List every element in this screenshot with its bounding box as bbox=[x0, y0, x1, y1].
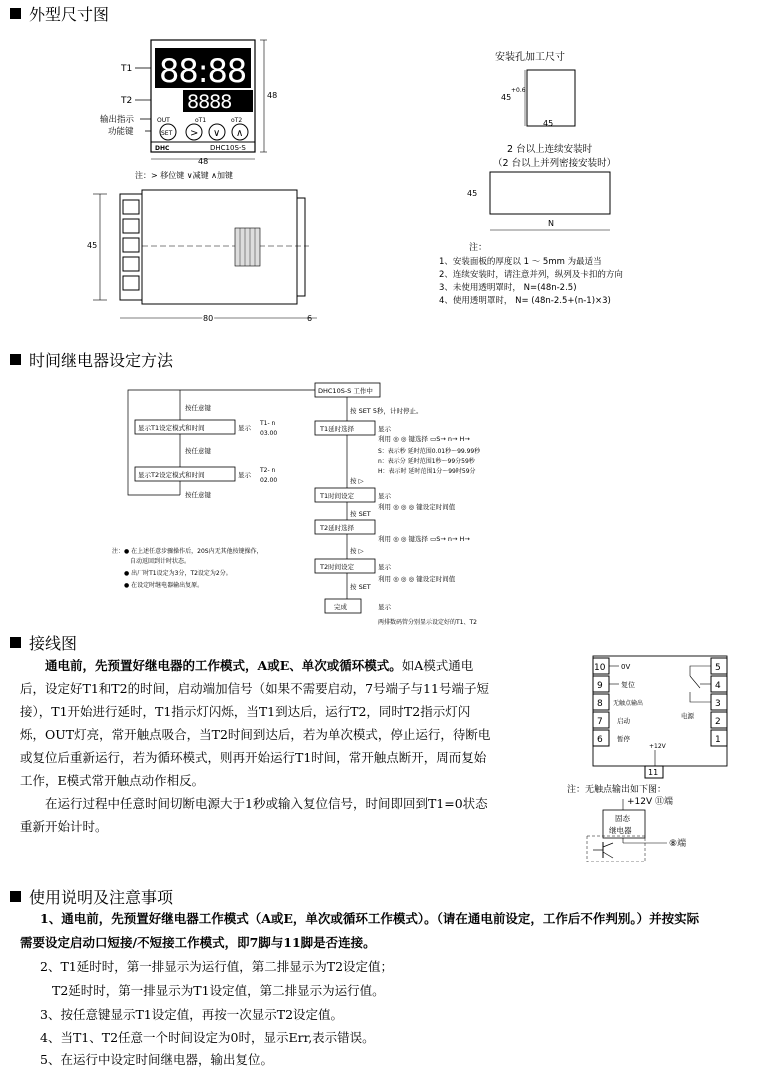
term-8: 8 bbox=[597, 699, 603, 709]
model-label: DHC10S-S bbox=[210, 144, 246, 152]
label-t8: ⑧端 bbox=[669, 839, 687, 849]
flow-use-set-1: 利用 ◎ ◎ ◎ 键设定时间值 bbox=[378, 503, 456, 511]
usage-item-2: 2、T1延时时，第一排显示为运行值，第二排显示为T2设定值； bbox=[40, 959, 394, 974]
side-dim-h: 45 bbox=[87, 241, 98, 250]
square-bullet-icon bbox=[10, 637, 21, 648]
label-0v: 0V bbox=[621, 663, 631, 671]
flow-press-set-1: 按 SET bbox=[350, 510, 371, 518]
dim-width: 48 bbox=[198, 157, 209, 166]
flow-press-gt-2: 按 ▷ bbox=[350, 547, 364, 555]
up-icon: ∧ bbox=[236, 128, 244, 139]
flow-disp-t2time: 显示 bbox=[378, 563, 391, 571]
set-label: SET bbox=[161, 130, 173, 137]
square-bullet-icon bbox=[10, 354, 21, 365]
term-11: 11 bbox=[648, 768, 659, 777]
section-title-dimensions: 外型尺寸图 bbox=[10, 2, 109, 25]
label-ot2: oT2 bbox=[231, 117, 243, 124]
flow-any-key-1: 按任意键 bbox=[185, 404, 211, 412]
cutout-note-1: 1、安装面板的厚度以 1 ～ 5mm 为最适当 bbox=[439, 257, 602, 267]
label-p12-11: +12V ⑪端 bbox=[627, 797, 674, 807]
multi-n: N bbox=[548, 219, 554, 228]
wiring-paragraph-2: 在运行过程中任意时间切断电源大于1秒或输入复位信号，时间即回到T1=0状态重新开始计时。 bbox=[20, 796, 488, 834]
square-bullet-icon bbox=[10, 891, 21, 902]
flow-note-2: ● 出厂时T1设定为3分，T2设定为2分。 bbox=[124, 570, 232, 577]
cutout-note-title: 注： bbox=[469, 243, 488, 253]
flow-t1-time: T1时间设定 bbox=[320, 492, 355, 500]
label-out-indicator: 输出指示 bbox=[100, 115, 135, 125]
section-title-wiring: 接线图 bbox=[10, 631, 77, 654]
usage-item-4: 4、当T1、T2任意一个时间设定为0时，显示Err,表示错误。 bbox=[40, 1030, 375, 1045]
dim-height: 48 bbox=[267, 91, 278, 100]
flow-note-1b: 自动返回到计时状态。 bbox=[130, 558, 191, 565]
cutout-h: 45 bbox=[543, 119, 554, 128]
label-power: 电源 bbox=[681, 712, 694, 720]
term-5: 5 bbox=[715, 663, 721, 673]
flow-press-set-2: 按 SET bbox=[350, 583, 371, 591]
flow-t2-time: T2时间设定 bbox=[320, 563, 355, 571]
flow-t2-sel: T2延时选择 bbox=[320, 524, 355, 532]
brand-label: DHC bbox=[155, 145, 170, 152]
cutout-diagram bbox=[435, 40, 685, 310]
label-out: OUT bbox=[157, 117, 170, 124]
flow-disp-t2: 显示 bbox=[238, 471, 251, 479]
section-title-usage: 使用说明及注意事项 bbox=[10, 885, 173, 908]
flow-h-range: H：表示时 延时范围1分～99时59分 bbox=[378, 468, 476, 475]
cutout-note-2: 2、连续安装时，请注意并列，纵列及卡扣的方向 bbox=[439, 270, 623, 280]
label-start: 启动 bbox=[617, 717, 630, 725]
flow-use-sel2: 利用 ◎ ◎ 键选择 ▭S→ n→ H→ bbox=[378, 535, 470, 543]
section-title-setting: 时间继电器设定方法 bbox=[10, 348, 173, 371]
term-9: 9 bbox=[597, 681, 603, 691]
flow-final: 两排数码管分别显示设定好的T1、T2 bbox=[378, 619, 477, 626]
term-4: 4 bbox=[715, 681, 721, 691]
wiring-paragraph-1 bbox=[20, 654, 495, 792]
flow-use-set-2: 利用 ◎ ◎ ◎ 键设定时间值 bbox=[378, 575, 456, 583]
flow-disp-t1: 显示 bbox=[238, 424, 251, 432]
flow-press-gt-1: 按 ▷ bbox=[350, 477, 364, 485]
usage-item-3: 3、按任意键显示T1设定值，再按一次显示T2设定值。 bbox=[40, 1007, 344, 1022]
wiring-para1-text: 如A模式通电后，设定好T1和T2的时间，启动端加信号（如果不需要启动，7号端子与11号端子短接），T1开始进行延时，T1指示灯闪烁，当T1到达后，运行T2，同时T2指示灯闪烁，OUT灯亮，常开触点吸合，当T2时间到达后，若为单次模式，停止运行，待断电或复位后重新运行，若为循环模式，则再开始运行T1时间，常开触点断开，周而复始工作，E模式常开触点动作相反。 bbox=[20, 658, 491, 788]
flow-any-key-3: 按任意键 bbox=[185, 491, 211, 499]
label-ot1: oT1 bbox=[195, 117, 207, 124]
flow-0200-1: 02.00 bbox=[260, 477, 278, 484]
usage-item-5: 5、在运行中设定时间继电器，输出复位。 bbox=[40, 1052, 273, 1067]
flow-disp-t1sel: 显示 bbox=[378, 425, 391, 433]
label-pause: 暂停 bbox=[617, 735, 630, 743]
flow-t2n-1: T2- n bbox=[260, 467, 276, 474]
label-t1: T1 bbox=[121, 64, 133, 74]
term-6: 6 bbox=[597, 735, 603, 745]
ssr-label-2: 继电器 bbox=[609, 826, 632, 835]
term-10: 10 bbox=[594, 663, 606, 673]
usage-item-2b: T2延时时，第一排显示为T1设定值，第二排显示为运行值。 bbox=[52, 983, 385, 998]
label-reset: 复位 bbox=[621, 681, 635, 689]
flow-n-range: n：表示分 延时范围1秒～99分59秒 bbox=[378, 458, 475, 465]
shift-icon: > bbox=[190, 128, 199, 139]
flow-0300-1: 03.00 bbox=[260, 430, 278, 437]
setting-flowchart bbox=[110, 375, 530, 630]
flow-disp-t1time: 显示 bbox=[378, 492, 391, 500]
right-terminals bbox=[711, 658, 727, 746]
flow-note-1: 注：● 在上述任意步骤操作后，20S内无其他按键操作， bbox=[112, 548, 263, 555]
flow-disp-done: 显示 bbox=[378, 603, 391, 611]
t1-digits: 88:88 bbox=[159, 52, 247, 90]
multi-v: 45 bbox=[467, 189, 478, 198]
flow-done: 完成 bbox=[334, 603, 347, 611]
label-nc-out: 无触点输出 bbox=[613, 700, 644, 707]
label-func-key: 功能键 bbox=[108, 127, 134, 137]
usage-item-1b: 需要设定启动口短接/不短接工作模式，即7脚与11脚是否连接。 bbox=[20, 935, 376, 950]
term-3: 3 bbox=[715, 699, 721, 709]
flow-t1n-1: T1- n bbox=[260, 420, 276, 427]
label-12v: +12V bbox=[649, 743, 666, 750]
ssr-label-1: 固态 bbox=[615, 814, 630, 823]
flow-press-set-5s: 按 SET 5秒，计时停止。 bbox=[350, 407, 423, 415]
cutout-note-4: 4、使用透明罩时， N= (48n-2.5+(n-1)×3) bbox=[439, 296, 611, 306]
multi-line2: （2 台以上并列密接安装时） bbox=[493, 158, 617, 169]
cutout-tol-v: +0.6 bbox=[511, 87, 526, 94]
cutout-note-3: 3、未使用透明罩时， N=(48n-2.5) bbox=[439, 283, 577, 293]
wiring-para1-bold: 通电前，先预置好继电器的工作模式，A或E、单次或循环模式。 bbox=[45, 658, 402, 673]
side-dim-r: 6 bbox=[307, 314, 313, 323]
flow-s-range: S：表示秒 延时范围0.01秒～99.99秒 bbox=[378, 448, 481, 455]
cutout-v: 45 bbox=[501, 93, 512, 102]
left-terminals bbox=[593, 658, 609, 746]
key-note: 注：> 移位键 ∨减键 ∧加键 bbox=[135, 171, 234, 180]
flow-use-keys: 利用 ◎ ◎ 键选择 ▭S→ n→ H→ bbox=[378, 435, 470, 443]
flow-note-3: ● 在设定时继电器输出复原。 bbox=[124, 582, 204, 589]
wiring-note: 注：无触点输出如下图： bbox=[567, 785, 667, 795]
flow-any-key-2: 按任意键 bbox=[185, 447, 211, 455]
usage-item-1: 1、通电前，先预置好继电器工作模式（A或E，单次或循环工作模式）。（请在通电前设定，工作后不作判别。）并按实际 bbox=[40, 911, 700, 926]
wiring-diagram bbox=[565, 652, 765, 862]
square-bullet-icon bbox=[10, 8, 21, 19]
term-7: 7 bbox=[597, 717, 603, 727]
cutout-title: 安装孔加工尺寸 bbox=[495, 52, 565, 63]
flow-show-t2: 显示T2设定模式和时间 bbox=[138, 471, 205, 479]
front-panel-diagram bbox=[95, 30, 295, 190]
term-2: 2 bbox=[715, 717, 721, 727]
flow-start: DHC10S-S 工作中 bbox=[318, 387, 373, 395]
terminals bbox=[123, 200, 139, 290]
side-view-diagram bbox=[85, 188, 330, 328]
label-t2: T2 bbox=[121, 96, 133, 106]
side-dim-l: 80 bbox=[203, 314, 214, 323]
term-1: 1 bbox=[715, 735, 721, 745]
flow-show-t1: 显示T1设定模式和时间 bbox=[138, 424, 205, 432]
flow-t1-sel: T1延时选择 bbox=[320, 425, 355, 433]
down-icon: ∨ bbox=[213, 128, 221, 139]
t2-digits: 8888 bbox=[187, 91, 232, 113]
multi-line1: 2 台以上连续安装时 bbox=[507, 144, 593, 155]
